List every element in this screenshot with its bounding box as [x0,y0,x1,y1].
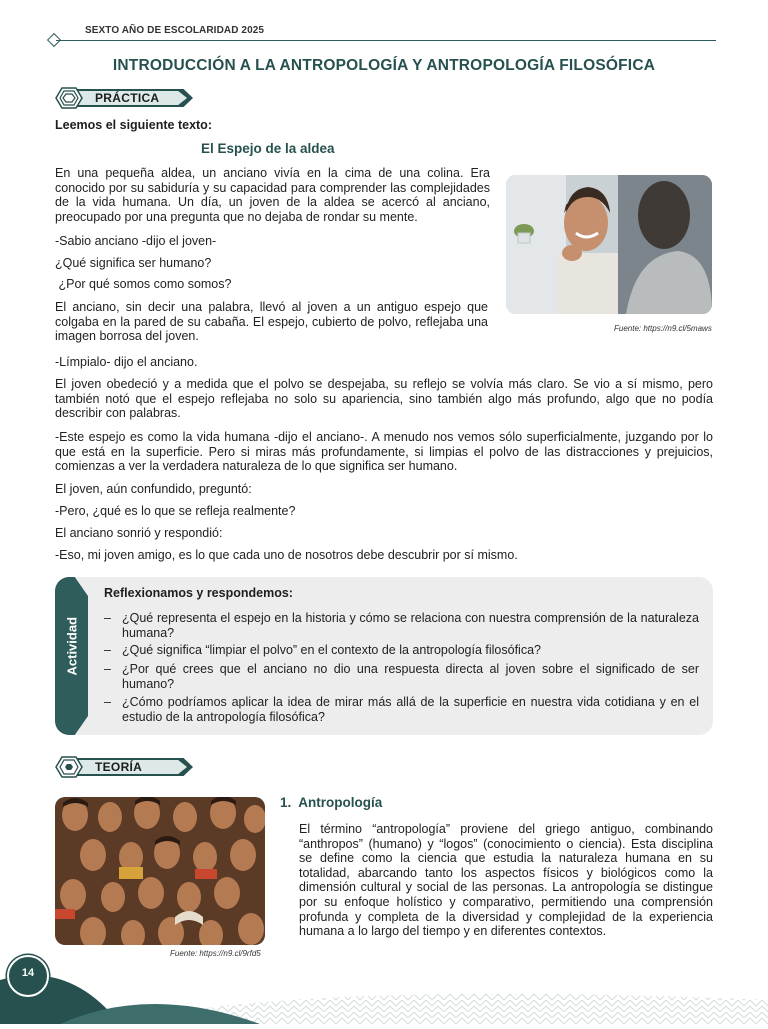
story-paragraph: En una pequeña aldea, un anciano vivía en la cima de una colina. Era conocido por su sabiduría y su capacidad para comprender las complejidades de la vida humana. Un día, un joven de la aldea se acercó al anciano, preocupado por una pregunta que no dejaba de rondar su mente. [55,166,490,224]
list-dash: – [104,695,111,709]
activity-question-text: ¿Cómo podríamos aplicar la idea de mirar más allá de la superficie en nuestra vida cotidiana y en el estudio de la antropología filosófica? [122,695,699,724]
activity-question [104,695,699,724]
photo-source-caption: Fuente: https://n9.cl/5maws [614,324,712,333]
activity-question-text: ¿Por qué crees que el anciano no dio una respuesta directa al joven sobre el significado de ser humano? [122,662,699,691]
section-tab-practica [55,87,205,109]
story-paragraph: El joven obedeció y a medida que el polvo se despejaba, su reflejo se volvía más claro. Se vio a sí mismo, pero también notó que el espejo reflejaba no solo su apariencia, sino también algo más profundo, algo que no podía describir con palabras. [55,377,713,421]
header-course-label: SEXTO AÑO DE ESCOLARIDAD 2025 [85,25,265,36]
story-paragraph: ¿Qué significa ser humano? [55,256,212,270]
activity-question [104,643,699,658]
story-title: El Espejo de la aldea [201,141,335,156]
painting-source-caption: Fuente: https://n9.cl/9rfd5 [170,949,261,958]
reading-instruction: Leemos el siguiente texto: [55,118,212,132]
story-paragraph: -Límpialo- dijo el anciano. [55,355,198,369]
hexagon-pattern-icon [55,87,83,109]
tab-label-practica: PRÁCTICA [95,91,160,105]
section-heading-antropologia: 1. Antropología [280,795,383,810]
tab-label-teoria: TEORÍA [95,760,143,774]
story-paragraph: El anciano sonrió y respondió: [55,526,223,540]
activity-question-text: ¿Qué significa “limpiar el polvo” en el contexto de la antropología filosófica? [122,643,541,657]
page-title: INTRODUCCIÓN A LA ANTROPOLOGÍA Y ANTROPOLOGÍA FILOSÓFICA [112,57,656,74]
activity-question [104,611,699,640]
story-paragraph: -Este espejo es como la vida humana -dijo el anciano-. A menudo nos vemos sólo superficialmente, juzgando por lo que está en la superficie. Pero si miras más profundamente, si limpias el polvo de las distracciones y prejuicios, comienzas a ver la verdadera naturaleza de lo que significa ser humano. [55,430,713,474]
story-paragraph: -Pero, ¿qué es lo que se refleja realmente? [55,504,296,518]
mirror-reflection-photo [506,175,712,314]
spiral-pattern-icon [55,756,83,778]
story-paragraph: ¿Por qué somos como somos? [55,277,232,291]
antropologia-paragraph: El término “antropología” proviene del griego antiguo, combinando “anthropos” (humano) y “logos” (conocimiento o ciencia). Esta disciplina se define como la ciencia que estudia la naturaleza humana en su totalidad, abarcando tanto los aspectos físicos y biológicos como la dimensión cultural y social de las personas. La antropología se distingue por su enfoque holístico y comparativo, permitiendo una comprensión profunda y completa de la diversidad y complejidad de la experiencia humana a lo largo del tiempo y en diferentes contextos. [299,822,713,939]
page-number: 14 [21,967,35,979]
footer-decoration [0,940,768,1024]
list-dash: – [104,662,111,676]
list-dash: – [104,643,111,657]
section-tab-teoria [55,756,205,778]
header-rule [56,40,716,41]
list-dash: – [104,611,111,625]
story-paragraph: -Sabio anciano -dijo el joven- [55,234,217,248]
story-paragraph: -Eso, mi joven amigo, es lo que cada uno de nosotros debe descubrir por sí mismo. [55,548,518,562]
activity-question [104,662,699,691]
activity-side-label [65,650,80,676]
activity-question-text: ¿Qué representa el espejo en la historia y cómo se relaciona con nuestra comprensión de la naturaleza humana? [122,611,699,640]
human-diversity-painting [55,797,265,945]
story-paragraph: El joven, aún confundido, preguntó: [55,482,252,496]
story-paragraph: El anciano, sin decir una palabra, llevó al joven a un antiguo espejo que colgaba en la pared de su cabaña. El espejo, cubierto de polvo, reflejaba una imagen borrosa del joven. [55,300,488,344]
activity-title: Reflexionamos y respondemos: [104,586,293,600]
